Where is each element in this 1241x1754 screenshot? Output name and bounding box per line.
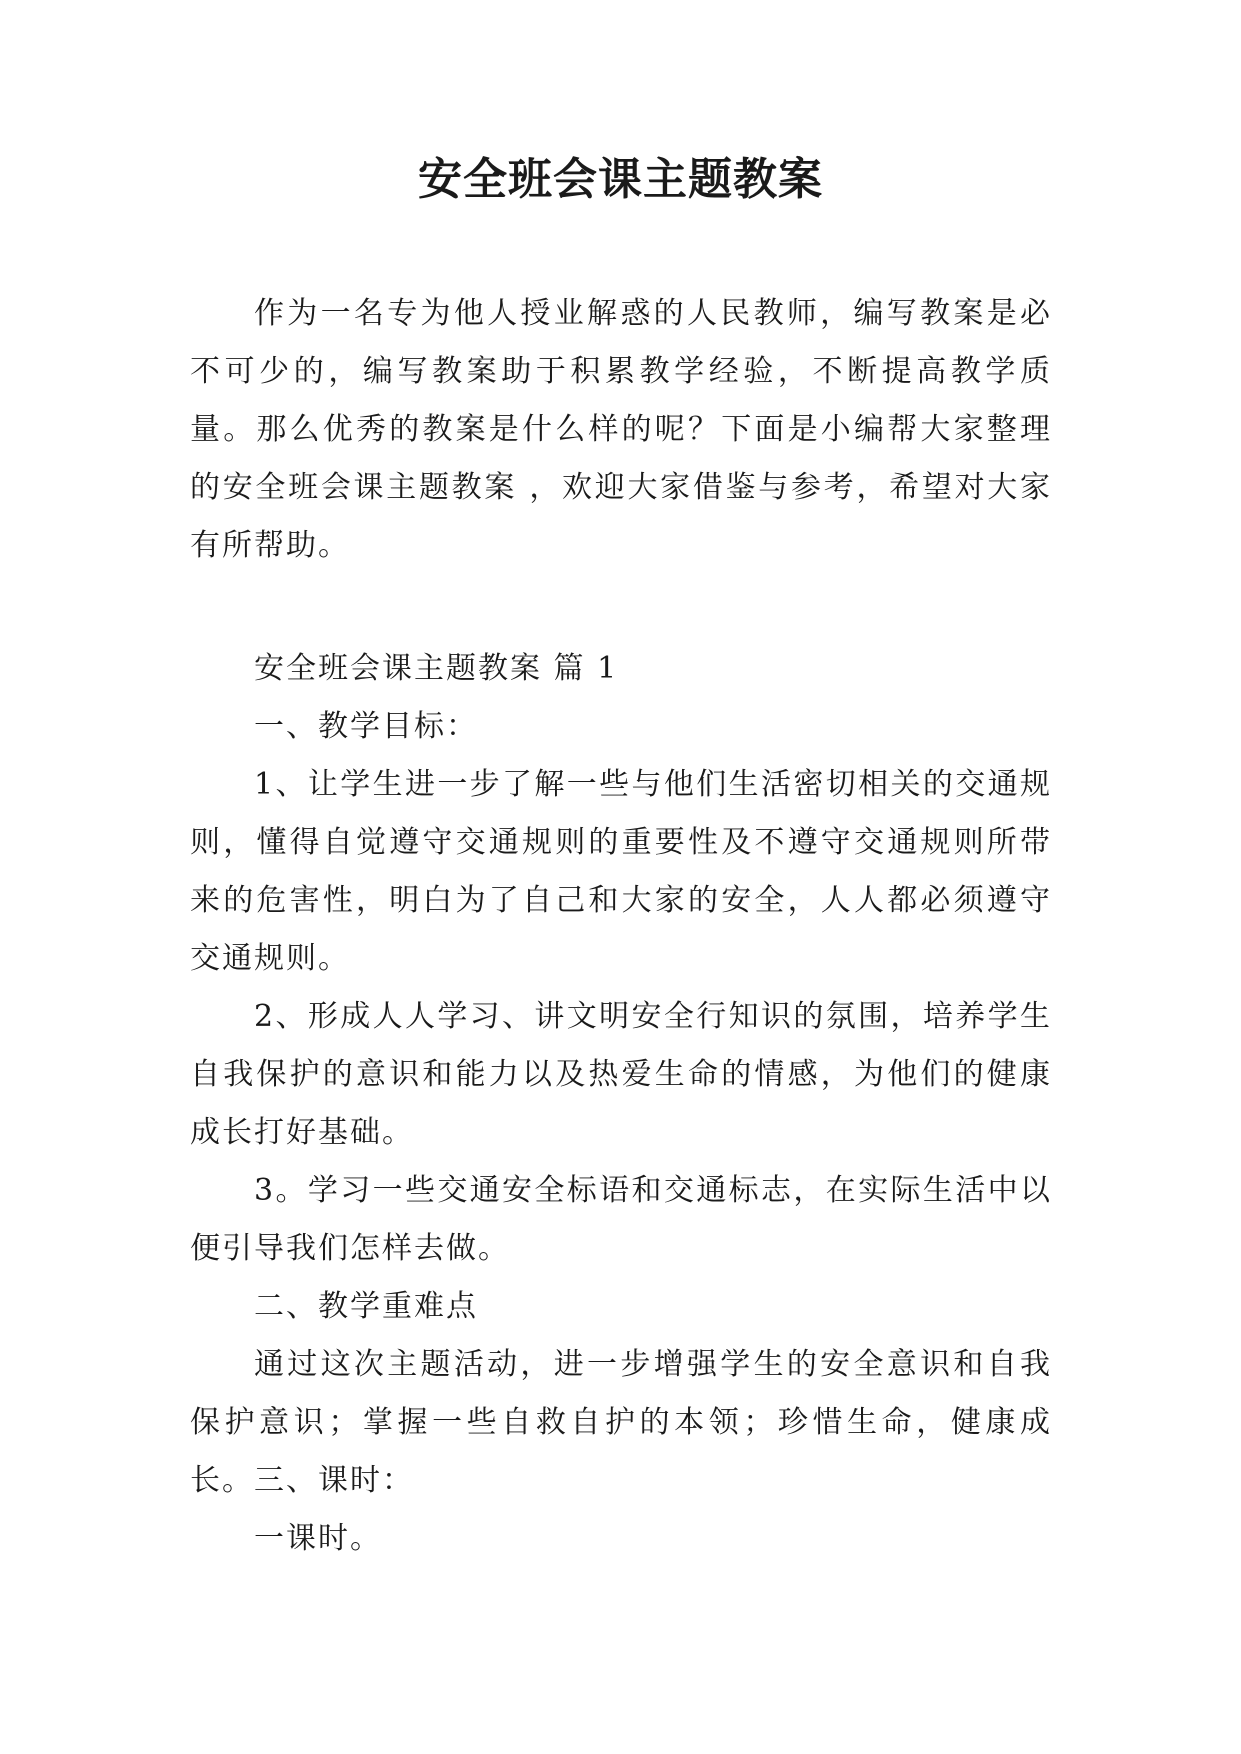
class-hours-heading: 三、课时：: [254, 1463, 414, 1498]
objective-item-2: 2、形成人人学习、讲文明安全行知识的氛围，培养学生自我保护的意识和能力以及热爱生命的情感，为他们的健康成长打好基础。: [190, 999, 1052, 1150]
difficulties-paragraph: 通过这次主题活动，进一步增强学生的安全意识和自我保护意识；掌握一些自救自护的本领；珍惜生命，健康成长。: [190, 1347, 1052, 1498]
objectives-heading: 一、教学目标：: [254, 709, 478, 744]
intro-paragraph: 作为一名专为他人授业解惑的人民教师，编写教案是必不可少的，编写教案助于积累教学经验，不断提高教学质量。那么优秀的教案是什么样的呢？下面是小编帮大家整理的安全班会课主题教案 ，欢迎大家借鉴与参考，希望对大家有所帮助。: [190, 296, 1052, 563]
objective-item-1: 1、让学生进一步了解一些与他们生活密切相关的交通规则，懂得自觉遵守交通规则的重要性及不遵守交通规则所带来的危害性，明白为了自己和大家的安全，人人都必须遵守交通规则。: [190, 767, 1052, 976]
difficulties-heading: 二、教学重难点: [254, 1289, 478, 1324]
document-title: 安全班会课主题教案: [418, 154, 823, 205]
class-hours-value: 一课时。: [254, 1521, 382, 1556]
objective-item-3: 3。学习一些交通安全标语和交通标志，在实际生活中以便引导我们怎样去做。: [190, 1173, 1052, 1266]
section-heading: 安全班会课主题教案 篇 1: [254, 651, 619, 686]
